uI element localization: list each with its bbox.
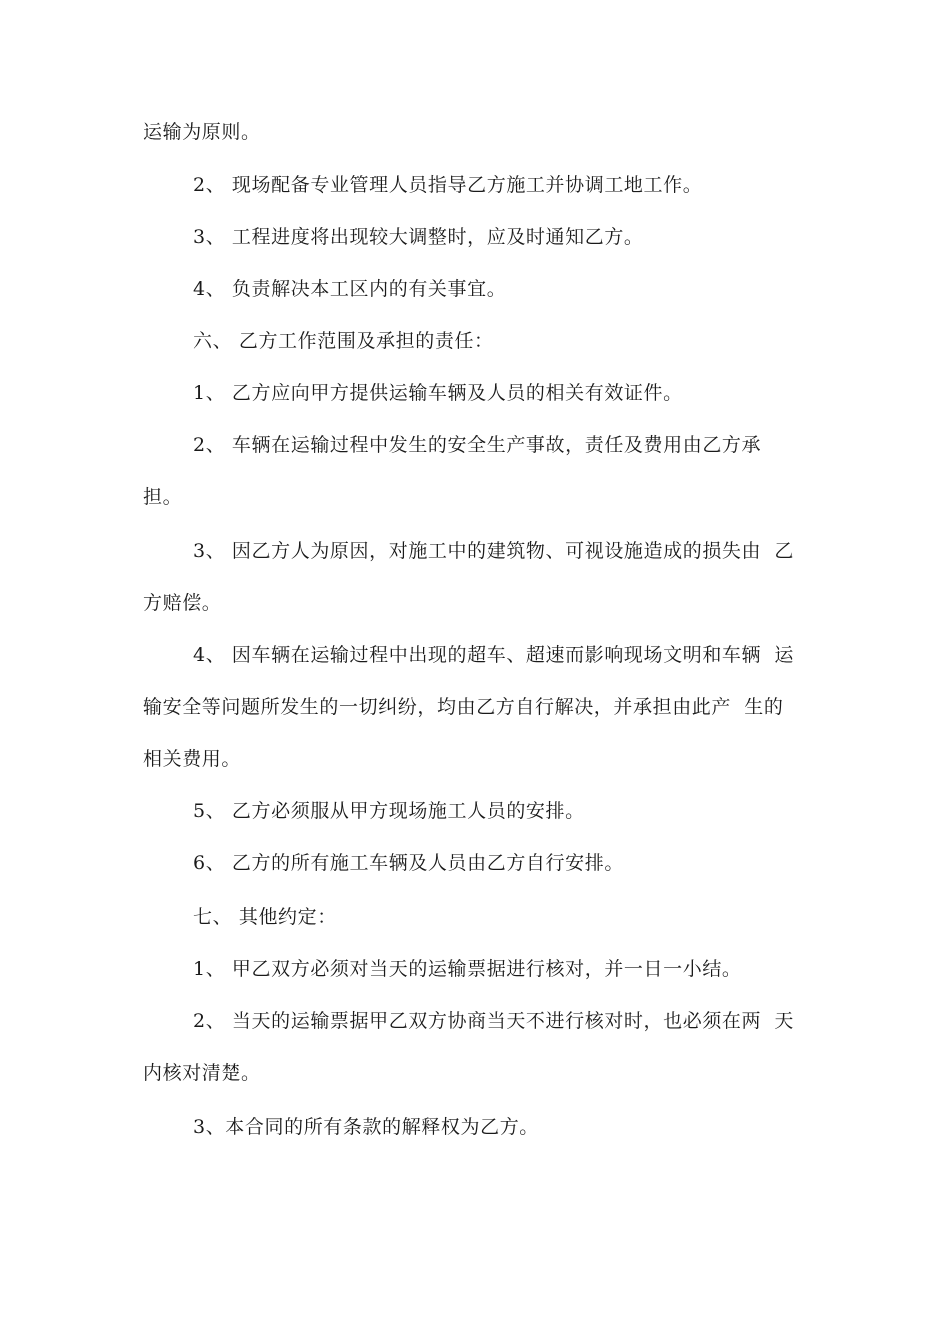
line-15: 6、 乙方的所有施工车辆及人员由乙方自行安排。 <box>193 852 624 874</box>
line-20: 3、本合同的所有条款的解释权为乙方。 <box>193 1116 539 1138</box>
line-17: 1、 甲乙双方必须对当天的运输票据进行核对，并一日一小结。 <box>193 958 742 980</box>
line-10: 方赔偿。 <box>143 592 222 614</box>
section-heading-six: 六、 乙方工作范围及承担的责任： <box>193 330 494 352</box>
line-14: 5、 乙方必须服从甲方现场施工人员的安排。 <box>193 800 585 822</box>
line-12: 输安全等问题所发生的一切纠纷，均由乙方自行解决，并承担由此产 生的 <box>143 696 784 718</box>
line-3: 3、 工程进度将出现较大调整时，应及时通知乙方。 <box>193 226 644 248</box>
section-heading-seven: 七、 其他约定： <box>193 906 337 928</box>
line-19: 内核对清楚。 <box>143 1062 261 1084</box>
line-7: 2、 车辆在运输过程中发生的安全生产事故，责任及费用由乙方承 <box>193 434 762 456</box>
line-8: 担。 <box>143 486 183 508</box>
line-9: 3、 因乙方人为原因，对施工中的建筑物、可视设施造成的损失由 乙 <box>193 540 795 562</box>
line-6: 1、 乙方应向甲方提供运输车辆及人员的相关有效证件。 <box>193 382 683 404</box>
line-18: 2、 当天的运输票据甲乙双方协商当天不进行核对时，也必须在两 天 <box>193 1010 795 1032</box>
line-13: 相关费用。 <box>143 748 242 770</box>
line-4: 4、 负责解决本工区内的有关事宜。 <box>193 278 507 300</box>
line-11: 4、 因车辆在运输过程中出现的超车、超速而影响现场文明和车辆 运 <box>193 644 795 666</box>
line-2: 2、 现场配备专业管理人员指导乙方施工并协调工地工作。 <box>193 174 703 196</box>
line-1: 运输为原则。 <box>143 121 261 143</box>
